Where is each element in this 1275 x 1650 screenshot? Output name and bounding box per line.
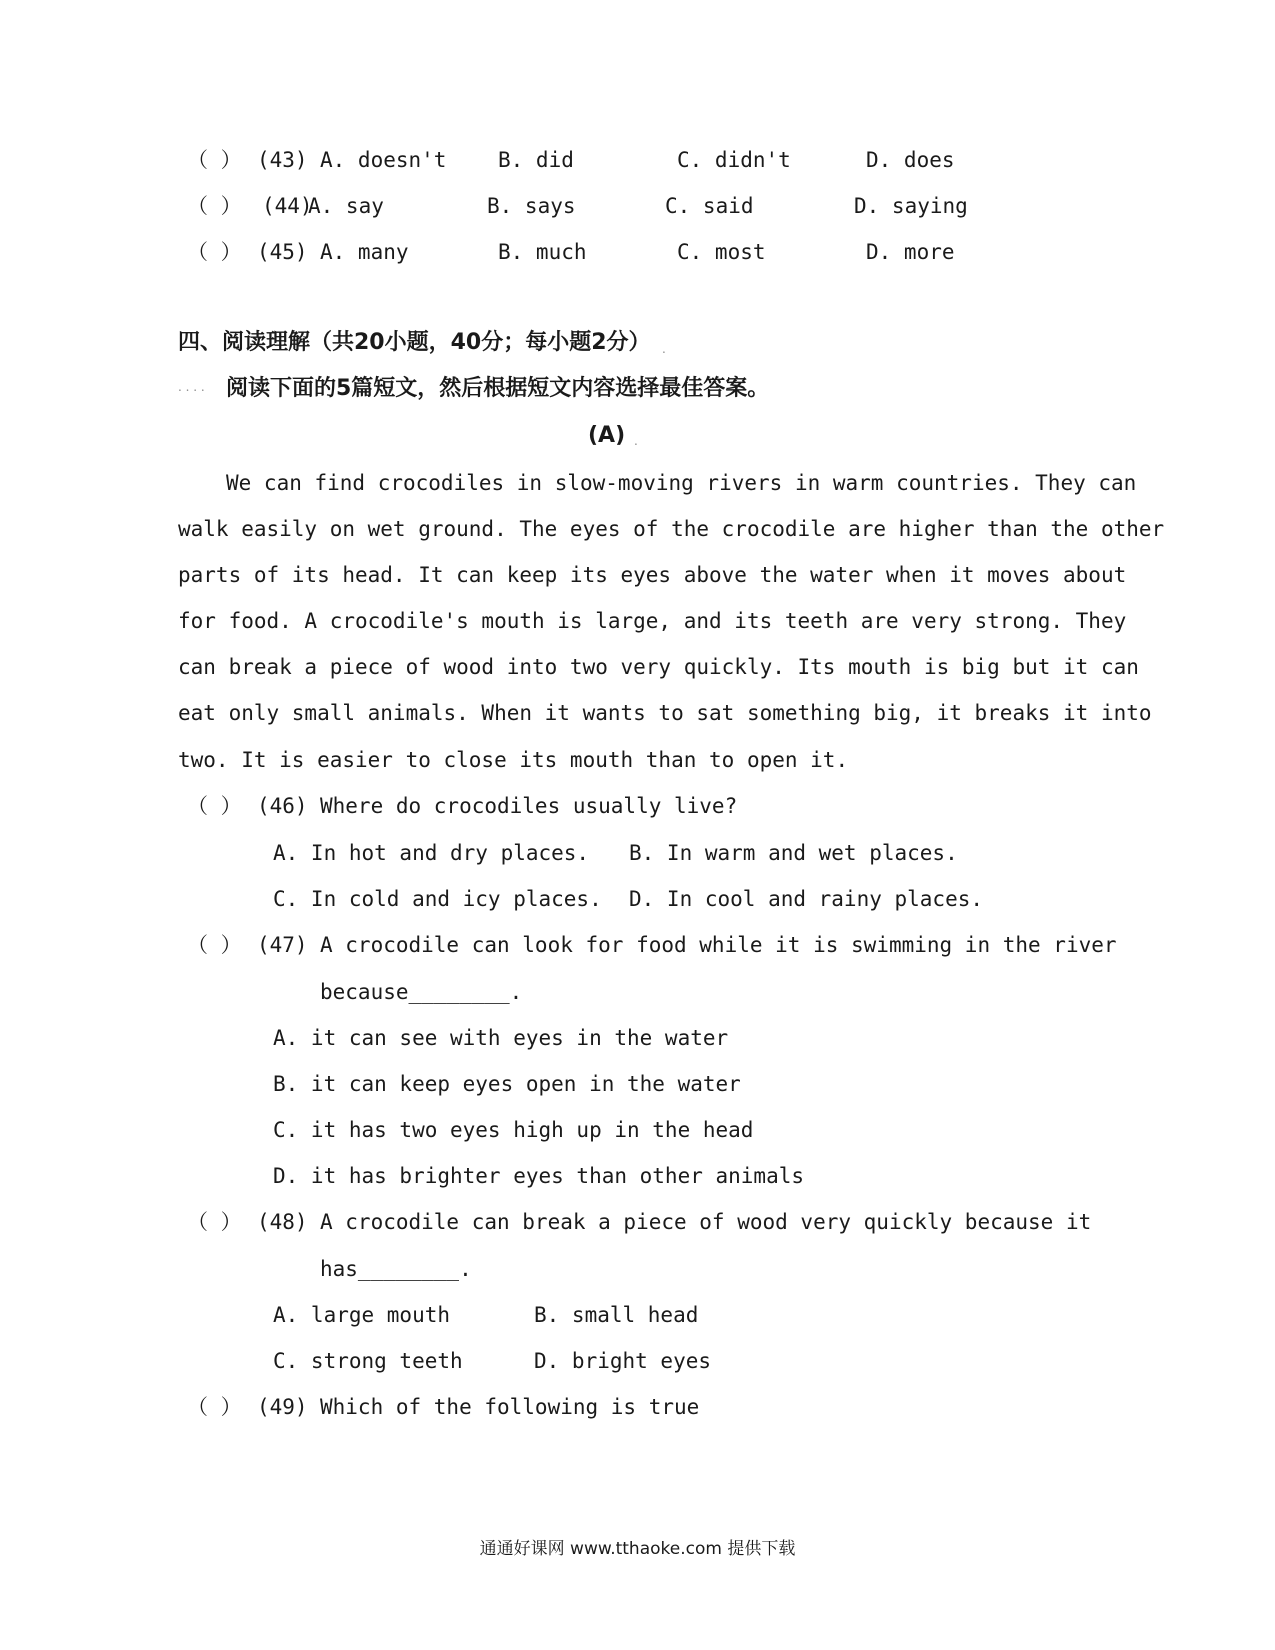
option-d: D. does: [866, 148, 955, 172]
question-number: (44): [262, 194, 313, 218]
option-b: B. did: [498, 148, 574, 172]
option-c: C. In cold and icy places.: [273, 887, 602, 911]
option-a: A. say: [308, 194, 384, 218]
dot-mark: .: [634, 434, 638, 448]
question-text: Which of the following is true: [320, 1395, 700, 1419]
section-instruction: 阅读下面的5篇短文，然后根据短文内容选择最佳答案。: [226, 376, 770, 401]
passage-line: two. It is easier to close its mouth than to open it.: [178, 748, 849, 772]
option-d: D. bright eyes: [534, 1349, 712, 1373]
question-text-continued: has________.: [320, 1257, 472, 1281]
passage-line: can break a piece of wood into two very quickly. Its mouth is big but it can: [178, 655, 1139, 679]
question-text: A crocodile can look for food while it is swimming in the river: [320, 933, 1117, 957]
passage-line: for food. A crocodile's mouth is large, and its teeth are very strong. They: [178, 609, 1127, 633]
option-c: C. said: [665, 194, 754, 218]
option-b: B. small head: [534, 1303, 699, 1327]
dot-mark: .: [662, 342, 666, 356]
option-b: B. In warm and wet places.: [629, 841, 958, 865]
option-c: C. strong teeth: [273, 1349, 463, 1373]
question-number: (43): [257, 148, 308, 172]
question-number: (45): [257, 240, 308, 264]
option-c: C. most: [677, 240, 766, 264]
option-a: A. many: [320, 240, 409, 264]
question-text-continued: because________.: [320, 980, 523, 1004]
answer-paren: （ ）: [187, 794, 242, 818]
dot-leader: . . . .: [178, 380, 205, 394]
option-a: A. it can see with eyes in the water: [273, 1026, 729, 1050]
page-footer: 通通好课网 www.tthaoke.com 提供下载: [479, 1539, 796, 1559]
option-d: D. it has brighter eyes than other animals: [273, 1164, 805, 1188]
passage-line: walk easily on wet ground. The eyes of the crocodile are higher than the other: [178, 517, 1165, 541]
answer-paren: （ ）: [187, 1210, 242, 1234]
answer-paren: （ ）: [187, 194, 242, 218]
option-a: A. In hot and dry places.: [273, 841, 590, 865]
passage-label: (A): [588, 423, 626, 448]
option-b: B. it can keep eyes open in the water: [273, 1072, 741, 1096]
option-d: D. saying: [854, 194, 968, 218]
question-number: (46): [257, 794, 308, 818]
option-a: A. large mouth: [273, 1303, 451, 1327]
option-b: B. says: [487, 194, 576, 218]
question-number: (48): [257, 1210, 308, 1234]
option-d: D. In cool and rainy places.: [629, 887, 984, 911]
passage-line: eat only small animals. When it wants to sat something big, it breaks it into: [178, 701, 1152, 725]
answer-paren: （ ）: [187, 148, 242, 172]
question-number: (47): [257, 933, 308, 957]
option-b: B. much: [498, 240, 587, 264]
answer-paren: （ ）: [187, 240, 242, 264]
passage-line: We can find crocodiles in slow-moving rivers in warm countries. They can: [226, 471, 1137, 495]
section-heading: 四、阅读理解（共20小题，40分；每小题2分）: [178, 330, 651, 355]
answer-paren: （ ）: [187, 933, 242, 957]
question-text: Where do crocodiles usually live?: [320, 794, 738, 818]
option-c: C. it has two eyes high up in the head: [273, 1118, 754, 1142]
option-a: A. doesn't: [320, 148, 447, 172]
option-c: C. didn't: [677, 148, 791, 172]
option-d: D. more: [866, 240, 955, 264]
passage-line: parts of its head. It can keep its eyes above the water when it moves about: [178, 563, 1127, 587]
question-text: A crocodile can break a piece of wood very quickly because it: [320, 1210, 1092, 1234]
answer-paren: （ ）: [187, 1395, 242, 1419]
question-number: (49): [257, 1395, 308, 1419]
